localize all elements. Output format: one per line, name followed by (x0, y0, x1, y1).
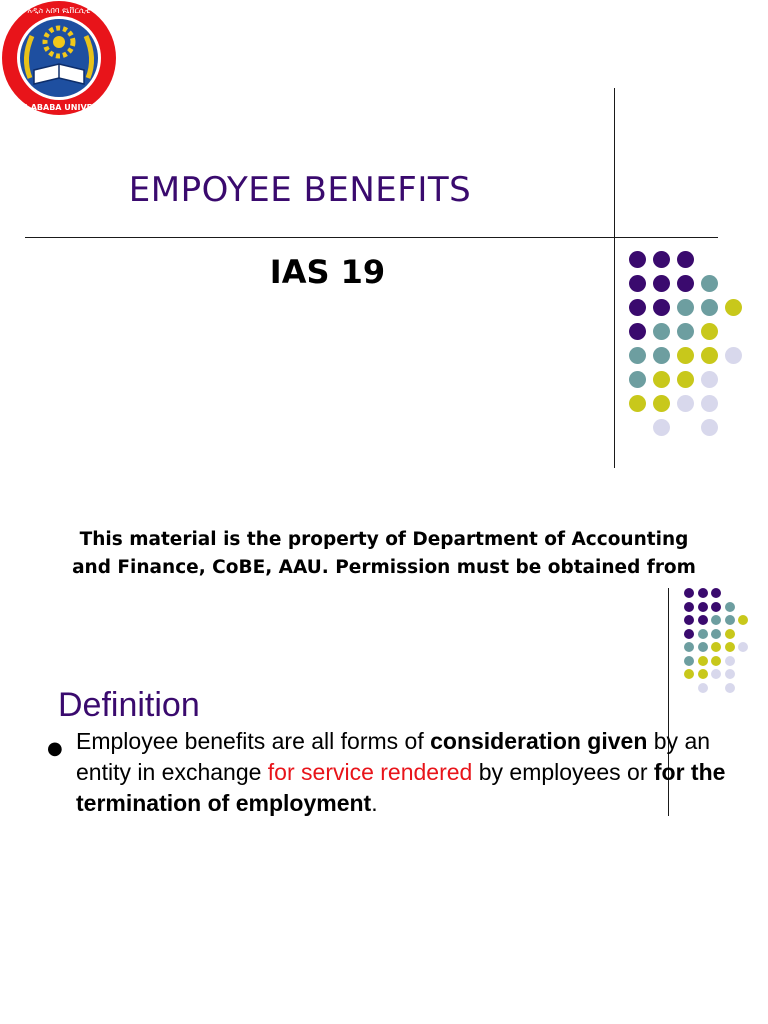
pattern-dot (653, 299, 670, 316)
pattern-dot (711, 669, 721, 679)
pattern-dot (629, 299, 646, 316)
bullet-text-part: . (371, 790, 378, 816)
svg-text:ADDIS ABABA UNIVERSITY: ADDIS ABABA UNIVERSITY (0, 103, 119, 112)
pattern-dot (725, 299, 742, 316)
pattern-dot (629, 275, 646, 292)
pattern-dot (653, 275, 670, 292)
pattern-dot (653, 419, 670, 436)
bullet-text-part: by an entity in exchange (76, 728, 711, 785)
pattern-dot (698, 588, 708, 598)
definition-heading: Definition (58, 686, 200, 724)
pattern-dot (701, 371, 718, 388)
pattern-dot (677, 251, 694, 268)
pattern-dot (725, 347, 742, 364)
pattern-dot (698, 629, 708, 639)
pattern-dot (677, 395, 694, 412)
title-slide (0, 0, 768, 480)
pattern-dot (738, 642, 748, 652)
pattern-dot (629, 347, 646, 364)
copyright-notice (10, 526, 758, 582)
pattern-dot (629, 251, 646, 268)
definition-slide (0, 500, 768, 1024)
bullet-bold-termination: for the termination of employment (76, 759, 726, 816)
logo-seal-icon (0, 0, 120, 118)
pattern-dot (711, 629, 721, 639)
university-logo (0, 0, 120, 118)
pattern-dot (629, 323, 646, 340)
pattern-dot (701, 275, 718, 292)
pattern-dot (711, 588, 721, 598)
pattern-dot (677, 371, 694, 388)
pattern-dot (684, 602, 694, 612)
pattern-dot (684, 656, 694, 666)
copyright-notice-line-2: and Finance, CoBE, AAU. Permission must be obtained from (72, 557, 696, 578)
bullet-text-part: by employees or (472, 759, 654, 785)
pattern-dot (725, 602, 735, 612)
pattern-dot (725, 615, 735, 625)
pattern-dot (629, 371, 646, 388)
pattern-dot (725, 642, 735, 652)
bullet-red-service: for service rendered (267, 759, 473, 785)
slide-title: EMPOYEE BENEFITS (128, 170, 472, 210)
pattern-dot (629, 395, 646, 412)
pattern-dot (711, 642, 721, 652)
pattern-dot (653, 347, 670, 364)
slide-subtitle: IAS 19 (269, 253, 386, 291)
bullet-icon: ● (47, 738, 63, 759)
pattern-dot (684, 629, 694, 639)
pattern-dot (677, 347, 694, 364)
pattern-dot (701, 347, 718, 364)
dot-pattern-decoration (629, 251, 749, 441)
pattern-dot (677, 323, 694, 340)
pattern-dot (698, 615, 708, 625)
pattern-dot (653, 323, 670, 340)
pattern-dot (653, 371, 670, 388)
pattern-dot (653, 251, 670, 268)
pattern-dot (698, 642, 708, 652)
svg-text:አዲስ አበባ ዩኒቨርሲቲ: አዲስ አበባ ዩኒቨርሲቲ (27, 6, 91, 15)
pattern-dot (725, 629, 735, 639)
pattern-dot (711, 656, 721, 666)
pattern-dot (725, 683, 735, 693)
pattern-dot (698, 602, 708, 612)
bullet-bold-consideration: consideration given (430, 728, 648, 754)
pattern-dot (701, 395, 718, 412)
pattern-dot (698, 683, 708, 693)
pattern-dot (684, 642, 694, 652)
definition-bullet-text (76, 726, 746, 819)
copyright-notice-line-1: This material is the property of Department of Accounting (79, 529, 689, 550)
bullet-text-part: Employee benefits are all forms of (76, 728, 431, 754)
pattern-dot (698, 669, 708, 679)
pattern-dot (711, 602, 721, 612)
pattern-dot (738, 615, 748, 625)
pattern-dot (725, 656, 735, 666)
pattern-dot (684, 615, 694, 625)
pattern-dot (701, 419, 718, 436)
pattern-dot (677, 275, 694, 292)
pattern-dot (684, 588, 694, 598)
pattern-dot (684, 669, 694, 679)
pattern-dot (725, 669, 735, 679)
pattern-dot (711, 615, 721, 625)
dot-pattern-decoration-small (684, 588, 764, 698)
pattern-dot (653, 395, 670, 412)
pattern-dot (677, 299, 694, 316)
pattern-dot (701, 299, 718, 316)
pattern-dot (701, 323, 718, 340)
pattern-dot (698, 656, 708, 666)
